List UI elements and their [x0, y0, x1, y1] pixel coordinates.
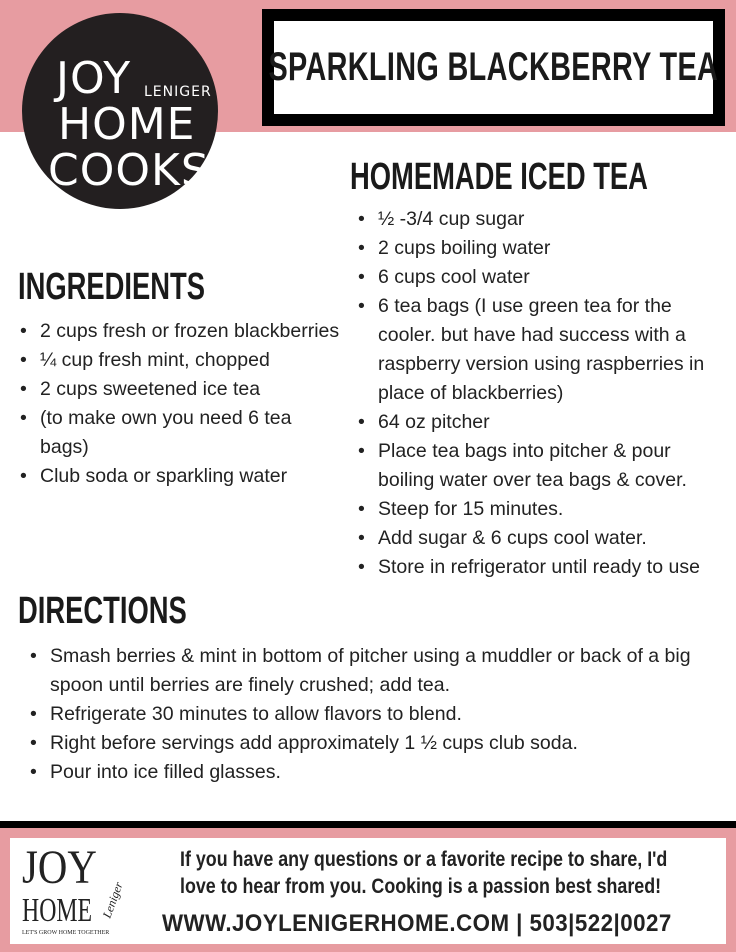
list-item: • 6 tea bags (I use green tea for the cooler. but have had success with a raspberry version using raspberries in place of blackberries) — [356, 292, 728, 408]
directions-list — [28, 642, 728, 787]
footer-logo-joy: JOY — [22, 841, 97, 894]
footer-website[interactable]: WWW.JOYLENIGERHOME.COM | 503|522|0027 — [162, 910, 672, 937]
logo — [22, 13, 218, 209]
list-item: • 2 cups sweetened ice tea — [18, 375, 340, 404]
footer-message — [180, 846, 667, 900]
list-item: • Pour into ice filled glasses. — [28, 758, 728, 787]
list-item: • 64 oz pitcher — [356, 408, 728, 437]
list-item: • Add sugar & 6 cups cool water. — [356, 524, 728, 553]
title-box — [262, 9, 725, 126]
list-item: • Place tea bags into pitcher & pour boiling water over tea bags & cover. — [356, 437, 728, 495]
list-item: • 2 cups boiling water — [356, 234, 728, 263]
ingredients-heading: INGREDIENTS — [18, 266, 205, 308]
list-item: • Smash berries & mint in bottom of pitcher using a muddler or back of a big spoon until berries are finely crushed; add tea. — [28, 642, 728, 700]
list-item: • ½ -3/4 cup sugar — [356, 205, 728, 234]
list-item: • Club soda or sparkling water — [18, 462, 340, 491]
logo-joy: JOY — [56, 53, 132, 104]
list-item: • ¼ cup fresh mint, chopped — [18, 346, 340, 375]
list-item: • (to make own you need 6 tea bags) — [18, 404, 340, 462]
iced-tea-heading: HOMEMADE ICED TEA — [350, 156, 648, 198]
logo-cooks: COOKS — [48, 145, 210, 196]
page-title: SPARKLING BLACKBERRY TEA — [268, 45, 719, 89]
list-item: • Right before servings add approximately 1 ½ cups club soda. — [28, 729, 728, 758]
footer-message-line1: If you have any questions or a favorite recipe to share, I'd — [180, 848, 668, 871]
logo-home: HOME — [58, 99, 196, 150]
list-item: • Store in refrigerator until ready to use — [356, 553, 728, 582]
directions-heading: DIRECTIONS — [18, 590, 187, 632]
logo-leniger: LENIGER — [144, 84, 212, 100]
footer-logo — [22, 841, 132, 938]
footer-logo-tagline: LET'S GROW HOME TOGETHER — [22, 930, 110, 936]
footer-logo-home: HOME — [22, 892, 93, 929]
list-item: • Steep for 15 minutes. — [356, 495, 728, 524]
footer-message-line2: love to hear from you. Cooking is a passion best shared! — [180, 875, 662, 898]
iced-tea-list — [356, 205, 728, 582]
list-item: • Refrigerate 30 minutes to allow flavors to blend. — [28, 700, 728, 729]
footer-divider — [0, 821, 736, 828]
list-item: • 6 cups cool water — [356, 263, 728, 292]
list-item: • 2 cups fresh or frozen blackberries — [18, 317, 340, 346]
footer-logo-leniger: Leniger — [99, 880, 126, 920]
ingredients-list — [18, 317, 340, 491]
